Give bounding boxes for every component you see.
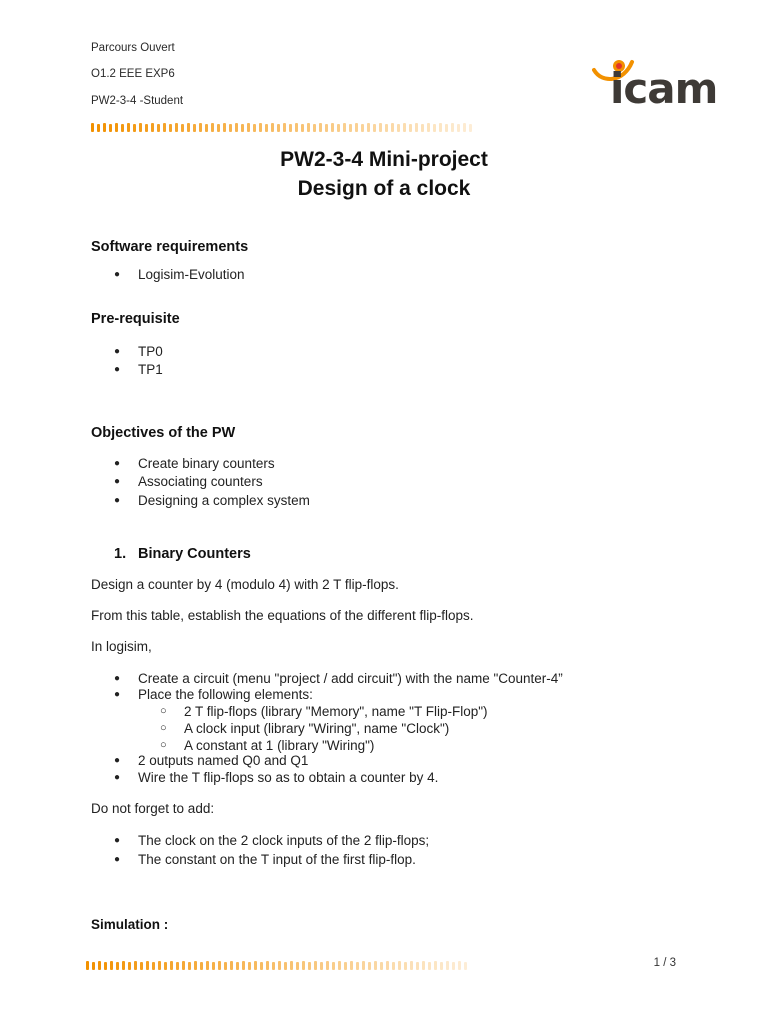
decoration-dash — [229, 124, 232, 132]
decoration-dash — [92, 962, 95, 970]
decoration-dash — [242, 961, 245, 970]
decoration-dash — [349, 124, 352, 132]
decoration-dash — [122, 961, 125, 970]
decoration-dash — [212, 962, 215, 970]
decoration-dash — [307, 123, 310, 132]
decoration-dash — [109, 124, 112, 132]
decoration-dash — [133, 124, 136, 132]
decoration-dash — [86, 961, 89, 970]
decoration-dash — [146, 961, 149, 970]
decoration-dash — [140, 962, 143, 970]
decoration-dash — [176, 962, 179, 970]
decoration-dash — [392, 962, 395, 970]
decoration-dash — [343, 123, 346, 132]
decoration-dash — [272, 962, 275, 970]
paragraph: Do not forget to add: — [91, 801, 215, 816]
decoration-dash — [248, 962, 251, 970]
decoration-dash — [427, 123, 430, 132]
decoration-dash — [188, 962, 191, 970]
decoration-dash — [104, 962, 107, 970]
decoration-dash — [169, 124, 172, 132]
circle-bullet-icon: ○ — [160, 739, 167, 751]
decoration-dash — [266, 961, 269, 970]
decoration-dash — [278, 961, 281, 970]
decoration-dash — [403, 123, 406, 132]
decoration-dash — [374, 961, 377, 970]
decoration-dash — [199, 123, 202, 132]
decoration-dash — [284, 962, 287, 970]
decoration-dash — [296, 962, 299, 970]
decoration-dash — [110, 961, 113, 970]
bullet-icon: ● — [114, 673, 121, 684]
footer-decoration — [86, 958, 467, 970]
decoration-dash — [97, 124, 100, 132]
page-number: 1 / 3 — [653, 957, 676, 969]
decoration-dash — [331, 123, 334, 132]
decoration-dash — [158, 961, 161, 970]
decoration-dash — [127, 123, 130, 132]
decoration-dash — [151, 123, 154, 132]
bullet-icon: ● — [114, 476, 121, 487]
decoration-dash — [451, 123, 454, 132]
decoration-dash — [289, 124, 292, 132]
decoration-dash — [350, 961, 353, 970]
bullet-icon: ● — [114, 835, 121, 846]
decoration-dash — [217, 124, 220, 132]
decoration-dash — [145, 124, 148, 132]
decoration-dash — [373, 124, 376, 132]
decoration-dash — [367, 123, 370, 132]
decoration-dash — [337, 124, 340, 132]
paragraph: From this table, establish the equations of the different flip-flops. — [91, 608, 474, 623]
decoration-dash — [205, 124, 208, 132]
circle-bullet-icon: ○ — [160, 705, 167, 717]
decoration-dash — [170, 961, 173, 970]
decoration-dash — [386, 961, 389, 970]
decoration-dash — [361, 124, 364, 132]
decoration-dash — [193, 124, 196, 132]
decoration-dash — [134, 961, 137, 970]
decoration-dash — [224, 962, 227, 970]
decoration-dash — [260, 962, 263, 970]
objectives-heading: Objectives of the PW — [91, 425, 236, 441]
decoration-dash — [463, 123, 466, 132]
decoration-dash — [433, 124, 436, 132]
prereq-heading: Pre-requisite — [91, 311, 180, 327]
decoration-dash — [283, 123, 286, 132]
bullet-icon: ● — [114, 458, 121, 469]
decoration-dash — [458, 961, 461, 970]
decoration-dash — [271, 123, 274, 132]
decoration-dash — [308, 962, 311, 970]
software-heading: Software requirements — [91, 239, 249, 255]
decoration-dash — [314, 961, 317, 970]
section-heading: 1. Binary Counters — [114, 546, 251, 562]
decoration-dash — [116, 962, 119, 970]
decoration-dash — [253, 124, 256, 132]
decoration-dash — [416, 962, 419, 970]
header-doc-id: PW2-3-4 -Student — [91, 95, 184, 107]
decoration-dash — [223, 123, 226, 132]
decoration-dash — [338, 961, 341, 970]
decoration-dash — [175, 123, 178, 132]
page-title: PW2-3-4 Mini-project — [280, 148, 488, 171]
decoration-dash — [368, 962, 371, 970]
decoration-dash — [277, 124, 280, 132]
decoration-dash — [469, 124, 472, 132]
decoration-dash — [98, 961, 101, 970]
decoration-dash — [391, 123, 394, 132]
decoration-dash — [290, 961, 293, 970]
header-course: Parcours Ouvert — [91, 42, 175, 54]
decoration-dash — [356, 962, 359, 970]
decoration-dash — [200, 962, 203, 970]
decoration-dash — [326, 961, 329, 970]
decoration-dash — [428, 962, 431, 970]
decoration-dash — [457, 124, 460, 132]
decoration-dash — [464, 962, 467, 970]
simulation-heading: Simulation : — [91, 917, 169, 932]
decoration-dash — [415, 123, 418, 132]
decoration-dash — [121, 124, 124, 132]
icam-logo — [590, 52, 720, 114]
decoration-dash — [362, 961, 365, 970]
paragraph: In logisim, — [91, 639, 152, 654]
decoration-dash — [103, 123, 106, 132]
decoration-dash — [139, 123, 142, 132]
decoration-dash — [230, 961, 233, 970]
decoration-dash — [421, 124, 424, 132]
decoration-dash — [319, 123, 322, 132]
decoration-dash — [254, 961, 257, 970]
decoration-dash — [320, 962, 323, 970]
decoration-dash — [422, 961, 425, 970]
decoration-dash — [181, 124, 184, 132]
decoration-dash — [163, 123, 166, 132]
header-decoration — [91, 120, 472, 132]
circle-bullet-icon: ○ — [160, 722, 167, 734]
decoration-dash — [187, 123, 190, 132]
decoration-dash — [241, 124, 244, 132]
decoration-dash — [194, 961, 197, 970]
decoration-dash — [325, 124, 328, 132]
decoration-dash — [182, 961, 185, 970]
decoration-dash — [452, 962, 455, 970]
decoration-dash — [301, 124, 304, 132]
decoration-dash — [439, 123, 442, 132]
bullet-icon: ● — [114, 755, 121, 766]
bullet-icon: ● — [114, 269, 121, 280]
decoration-dash — [91, 123, 94, 132]
decoration-dash — [398, 961, 401, 970]
decoration-dash — [295, 123, 298, 132]
bullet-icon: ● — [114, 495, 121, 506]
decoration-dash — [157, 124, 160, 132]
header-module: O1.2 EEE EXP6 — [91, 68, 175, 80]
decoration-dash — [440, 962, 443, 970]
decoration-dash — [379, 123, 382, 132]
bullet-icon: ● — [114, 854, 121, 865]
decoration-dash — [115, 123, 118, 132]
decoration-dash — [410, 961, 413, 970]
decoration-dash — [218, 961, 221, 970]
decoration-dash — [434, 961, 437, 970]
decoration-dash — [446, 961, 449, 970]
decoration-dash — [247, 123, 250, 132]
decoration-dash — [152, 962, 155, 970]
decoration-dash — [397, 124, 400, 132]
decoration-dash — [206, 961, 209, 970]
decoration-dash — [265, 124, 268, 132]
logo-text: icam — [610, 64, 718, 113]
decoration-dash — [211, 123, 214, 132]
page-subtitle: Design of a clock — [297, 177, 471, 200]
decoration-dash — [332, 962, 335, 970]
decoration-dash — [344, 962, 347, 970]
decoration-dash — [259, 123, 262, 132]
decoration-dash — [385, 124, 388, 132]
decoration-dash — [355, 123, 358, 132]
decoration-dash — [380, 962, 383, 970]
bullet-icon: ● — [114, 689, 121, 700]
decoration-dash — [404, 962, 407, 970]
decoration-dash — [302, 961, 305, 970]
decoration-dash — [235, 123, 238, 132]
decoration-dash — [128, 962, 131, 970]
decoration-dash — [313, 124, 316, 132]
decoration-dash — [164, 962, 167, 970]
decoration-dash — [409, 124, 412, 132]
decoration-dash — [445, 124, 448, 132]
decoration-dash — [236, 962, 239, 970]
paragraph: Design a counter by 4 (modulo 4) with 2 T flip-flops. — [91, 577, 399, 592]
bullet-icon: ● — [114, 364, 121, 375]
bullet-icon: ● — [114, 772, 121, 783]
bullet-icon: ● — [114, 346, 121, 357]
